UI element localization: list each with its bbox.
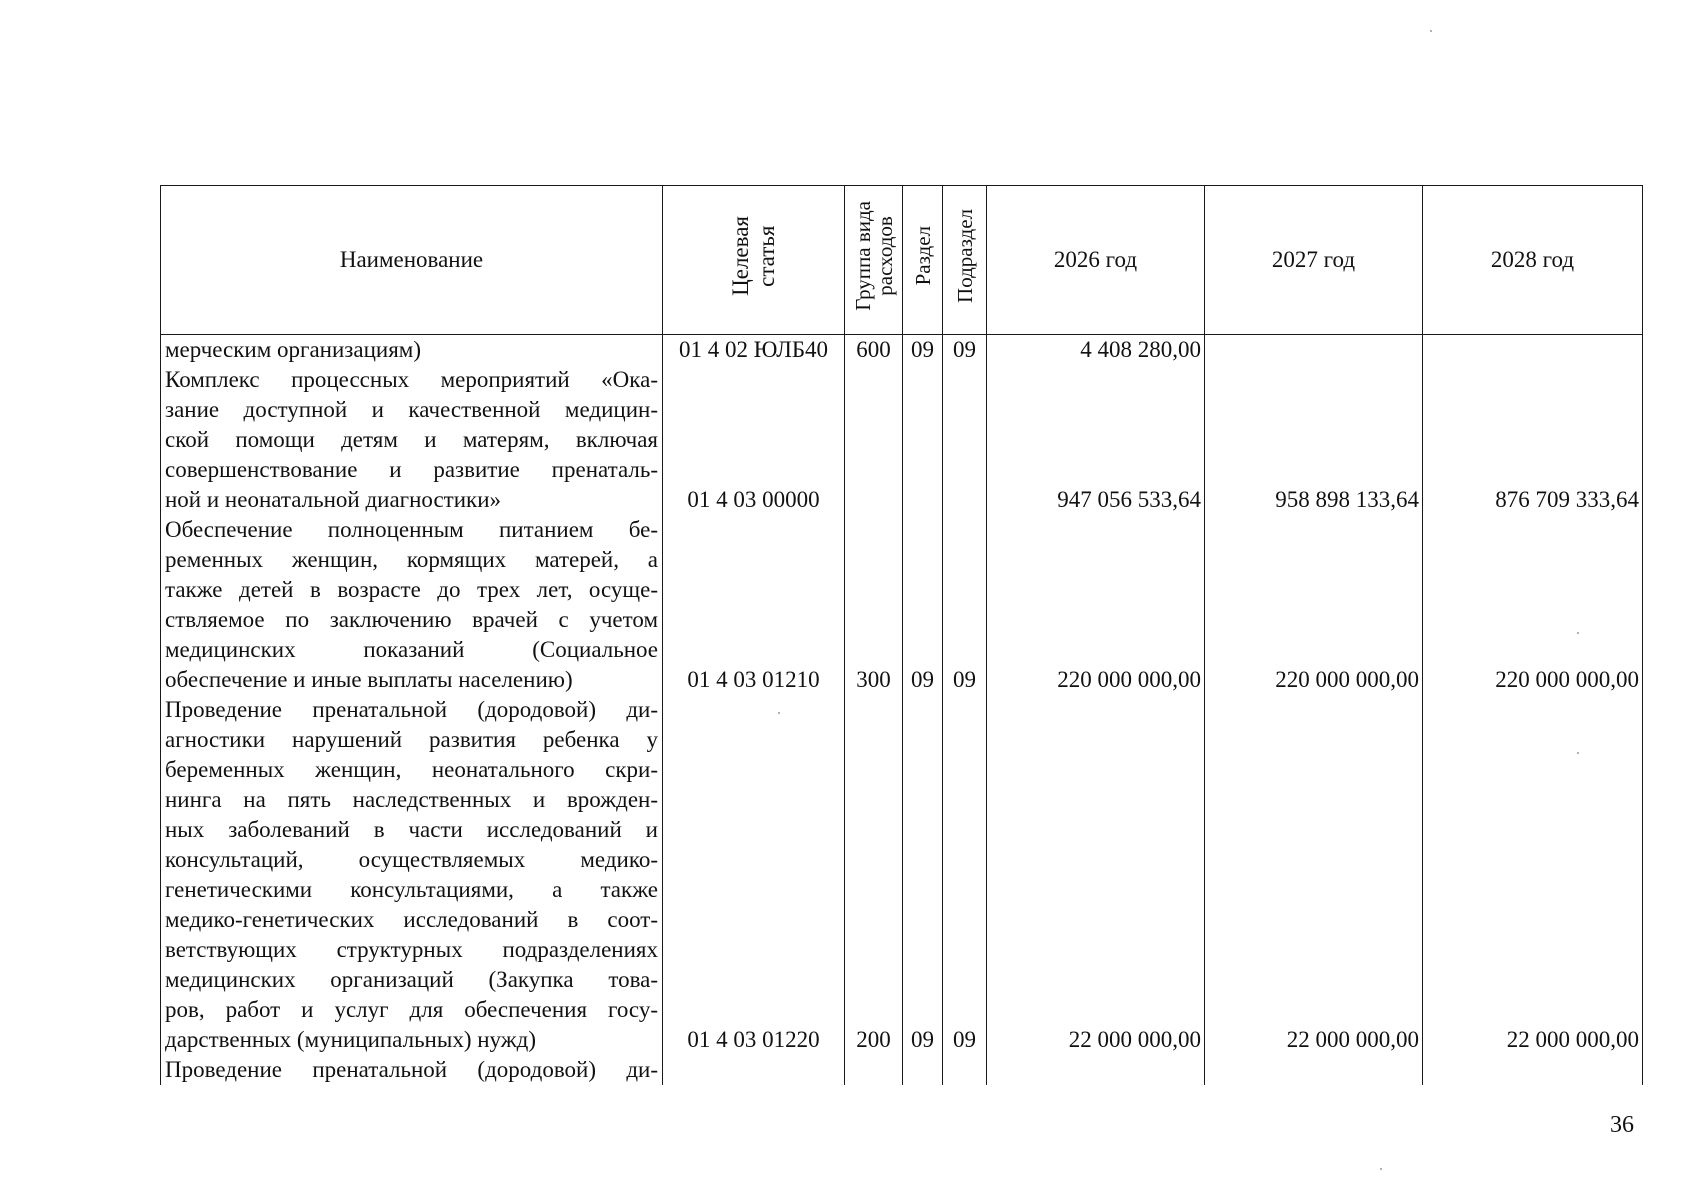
amount-2028-value: 22 000 000,00 [1506, 1027, 1639, 1052]
row-name-line: мерческим организациям) [165, 337, 421, 362]
header-expense-group [845, 186, 903, 335]
amount-2026-value: 220 000 000,00 [1057, 667, 1201, 692]
amount-2028-value: 876 709 333,64 [1495, 487, 1639, 512]
row-name-line: беременных женщин, неонатального скри- [165, 757, 658, 782]
amount-2027-cell [1205, 515, 1423, 695]
row-name-line: зание доступной и качественной медицин- [165, 397, 658, 422]
amount-2028-cell [1423, 1055, 1643, 1085]
section-cell [903, 365, 943, 515]
amount-2027-value: 220 000 000,00 [1275, 667, 1419, 692]
page-number: 36 [1610, 1112, 1634, 1138]
section-value [903, 365, 942, 485]
row-name-line: ной и неонатальной диагностики» [165, 487, 502, 512]
amount-2028-cell [1423, 365, 1643, 515]
table-row [161, 365, 1643, 515]
amount-2026-value: 947 056 533,64 [1057, 487, 1201, 512]
row-name-line: Проведение пренатальной (дородовой) ди- [165, 697, 658, 722]
target-article-value: 01 4 03 00000 [687, 487, 820, 512]
row-name-line: ветствующих структурных подразделениях [165, 937, 658, 962]
header-year-2027-label: 2027 год [1271, 247, 1356, 272]
header-year-2026 [987, 186, 1205, 335]
row-name-line: медико-генетических исследований в соот- [165, 907, 658, 932]
section-value: 09 [911, 337, 934, 362]
row-name-cell [161, 515, 663, 695]
amount-2027-cell [1205, 365, 1423, 515]
row-name-cell [161, 1055, 663, 1085]
target-article-value: 01 4 02 ЮЛБ40 [678, 337, 829, 362]
target-article-cell [663, 1055, 845, 1085]
expense-group-cell [845, 695, 903, 1055]
header-target-line-2: статья [753, 225, 779, 287]
target-article-cell [663, 695, 845, 1055]
header-expense-group-label [852, 201, 896, 311]
amount-2026-cell [987, 515, 1205, 695]
target-article-cell [663, 515, 845, 695]
target-article-value: 01 4 03 01220 [687, 1027, 820, 1052]
target-article-cell [663, 335, 845, 366]
header-section [903, 186, 943, 335]
row-name-line: также детей в возрасте до трех лет, осуще- [165, 577, 658, 602]
row-name-line: совершенствование и развитие пренаталь- [165, 457, 658, 482]
amount-2027-cell [1205, 335, 1423, 366]
header-name-label: Наименование [339, 247, 484, 272]
table-row [161, 1055, 1643, 1085]
header-year-2028 [1423, 186, 1643, 335]
amount-2027-value: 22 000 000,00 [1286, 1027, 1419, 1052]
subsection-value [943, 365, 986, 485]
header-subsection-label: Подраздел [952, 209, 977, 303]
target-article-value: 01 4 03 01210 [687, 667, 820, 692]
amount-2028-value: 220 000 000,00 [1495, 667, 1639, 692]
row-name-line: дарственных (муниципальных) нужд) [165, 1027, 536, 1052]
section-cell [903, 335, 943, 366]
subsection-cell [943, 1055, 987, 1085]
amount-2026-cell [987, 365, 1205, 515]
amount-2026-value: 22 000 000,00 [1068, 1027, 1201, 1052]
expense-group-value: 600 [856, 337, 891, 362]
subsection-value: 09 [953, 667, 976, 692]
scan-speck [1430, 30, 1432, 32]
header-section-label: Раздел [910, 226, 935, 286]
row-name-cell [161, 695, 663, 1055]
header-target-line-1: Целевая [727, 216, 753, 296]
row-name-line: ской помощи детям и матерям, включая [165, 427, 658, 452]
header-name [161, 186, 663, 335]
section-value: 09 [911, 1027, 934, 1052]
subsection-value: 09 [953, 337, 976, 362]
amount-2027-cell [1205, 695, 1423, 1055]
table-body [161, 335, 1643, 1086]
subsection-cell [943, 515, 987, 695]
header-target-article [663, 186, 845, 335]
expense-group-cell [845, 515, 903, 695]
row-name-line: Комплекс процессных мероприятий «Ока- [165, 367, 658, 392]
expense-group-value: 300 [856, 667, 891, 692]
subsection-cell [943, 335, 987, 366]
scan-speck [1380, 1168, 1382, 1170]
row-name-line: медицинских показаний (Социальное [165, 637, 658, 662]
row-name-line: ров, работ и услуг для обеспечения госу- [165, 997, 658, 1022]
amount-2026-cell [987, 1055, 1205, 1085]
amount-2027-cell [1205, 1055, 1423, 1085]
section-value: 09 [911, 667, 934, 692]
subsection-value: 09 [953, 1027, 976, 1052]
row-name-line: ных заболеваний в части исследований и [165, 817, 658, 842]
budget-table [160, 185, 1643, 1085]
header-subsection [943, 186, 987, 335]
row-name-line: Проведение пренатальной (дородовой) ди- [165, 1057, 658, 1082]
row-name-line: консультаций, осуществляемых медико- [165, 847, 658, 872]
amount-2028-cell [1423, 695, 1643, 1055]
expense-group-cell [845, 335, 903, 366]
amount-2026-cell [987, 335, 1205, 366]
row-name-line: ременных женщин, кормящих матерей, а [165, 547, 658, 572]
expense-group-value [845, 365, 902, 485]
amount-2026-cell [987, 695, 1205, 1055]
amount-2028-cell [1423, 335, 1643, 366]
table-row [161, 515, 1643, 695]
amount-2026-value: 4 408 280,00 [1080, 337, 1201, 362]
row-name-line: нинга на пять наследственных и врожден- [165, 787, 658, 812]
header-year-2027 [1205, 186, 1423, 335]
header-group-line-2: расходов [872, 216, 897, 296]
section-cell [903, 515, 943, 695]
row-name-line: медицинских организаций (Закупка това- [165, 967, 658, 992]
table-header-row [161, 186, 1643, 335]
row-name-line: Обеспечение полноценным питанием бе- [165, 517, 658, 542]
row-name-line: генетическими консультациями, а также [165, 877, 658, 902]
row-name-line: обеспечение и иные выплаты населению) [165, 667, 573, 692]
expense-group-cell [845, 365, 903, 515]
subsection-cell [943, 365, 987, 515]
section-cell [903, 695, 943, 1055]
header-year-2028-label: 2028 год [1490, 247, 1575, 272]
subsection-cell [943, 695, 987, 1055]
table-row [161, 695, 1643, 1055]
row-name-line: агностики нарушений развития ребенка у [165, 727, 658, 752]
table-row [161, 335, 1643, 366]
expense-group-value: 200 [856, 1027, 891, 1052]
target-article-cell [663, 365, 845, 515]
header-target-article-label [728, 216, 780, 296]
row-name-line: ствляемое по заключению врачей с учетом [165, 607, 658, 632]
expense-group-cell [845, 1055, 903, 1085]
header-group-line-1: Группа вида [850, 201, 875, 311]
row-name-cell [161, 335, 663, 366]
amount-2028-cell [1423, 515, 1643, 695]
amount-2027-value: 958 898 133,64 [1275, 487, 1419, 512]
header-year-2026-label: 2026 год [1053, 247, 1138, 272]
row-name-cell [161, 365, 663, 515]
section-cell [903, 1055, 943, 1085]
